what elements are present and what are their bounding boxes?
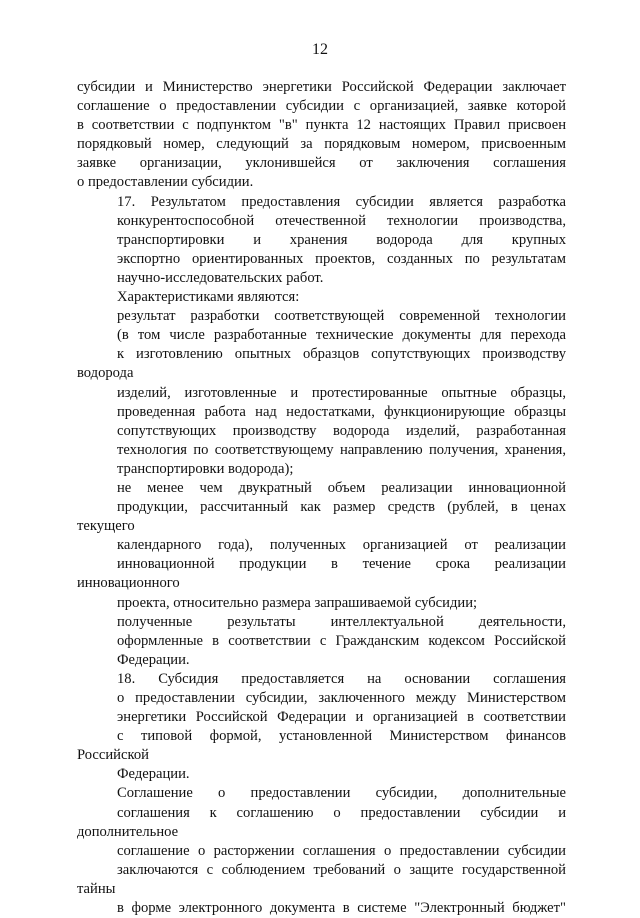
text-line: продукции, рассчитанный как размер средств (рублей, в ценах текущего xyxy=(77,499,566,535)
text-line: к изготовлению опытных образцов сопутствующих производству водорода xyxy=(77,346,566,382)
text-line: Характеристиками являются: xyxy=(117,289,300,306)
text-line: транспортировки и хранения водорода для крупных xyxy=(117,231,566,248)
text-line: о предоставлении субсидии, заключенного между Министерством xyxy=(117,690,566,706)
text-line: (в том числе разработанные технические документы для перехода xyxy=(117,327,566,344)
text-line: проведенная работа над недостатками, функционирующие образцы xyxy=(117,403,566,420)
paragraph xyxy=(77,288,566,307)
text-line: полученные результаты интеллектуальной деятельности, xyxy=(117,613,566,630)
text-line: заключаются с соблюдением требований о защите государственной тайны xyxy=(77,861,566,897)
text-line: инновационной продукции в течение срока реализации инновационного xyxy=(77,556,566,592)
paragraph xyxy=(77,784,566,918)
text-line: с типовой формой, установленной Министерством финансов Российской xyxy=(77,728,566,764)
text-line: технология по соответствующему направлению получения, хранения, xyxy=(117,441,566,458)
text-line: результат разработки соответствующей современной технологии xyxy=(117,308,566,325)
text-line: Федерации. xyxy=(117,651,190,668)
text-line: не менее чем двукратный объем реализации инновационной xyxy=(117,479,566,496)
document-body xyxy=(77,78,566,918)
text-line: 17. Результатом предоставления субсидии является разработка xyxy=(117,193,566,210)
text-line: календарного года), полученных организацией от реализации xyxy=(117,537,566,554)
text-line: научно-исследовательских работ. xyxy=(117,269,324,286)
paragraph xyxy=(77,78,566,193)
text-line: соглашение о предоставлении субсидии с организацией, заявке которой xyxy=(77,98,566,115)
paragraph xyxy=(77,613,566,670)
text-line: сопутствующих производству водорода изделий, разработанная xyxy=(117,422,566,439)
paragraph xyxy=(77,193,566,288)
text-line: заявке организации, уклонившейся от заключения соглашения xyxy=(77,155,566,172)
text-line: о предоставлении субсидии. xyxy=(77,174,254,191)
text-line: оформленные в соответствии с Гражданским кодексом Российской xyxy=(117,632,566,649)
paragraph xyxy=(77,670,566,785)
text-line: в соответствии с подпунктом "в" пункта 12 настоящих Правил присвоен xyxy=(77,117,566,134)
page-number: 12 xyxy=(312,41,328,58)
text-line: соглашения к соглашению о предоставлении субсидии и дополнительное xyxy=(77,804,566,840)
paragraph xyxy=(77,307,566,479)
text-line: транспортировки водорода); xyxy=(117,460,294,477)
text-line: Соглашение о предоставлении субсидии, дополнительные xyxy=(117,785,566,802)
text-line: энергетики Российской Федерации и организацией в соответствии xyxy=(117,709,566,726)
text-line: в форме электронного документа в системе "Электронный бюджет" xyxy=(117,900,566,917)
text-line: соглашение о расторжении соглашения о предоставлении субсидии xyxy=(117,842,566,859)
text-line: 18. Субсидия предоставляется на основании соглашения xyxy=(117,670,566,687)
text-line: проекта, относительно размера запрашиваемой субсидии; xyxy=(117,594,478,611)
text-line: Федерации. xyxy=(117,766,190,783)
text-line: конкурентоспособной отечественной технологии производства, xyxy=(117,212,566,229)
paragraph xyxy=(77,479,566,613)
text-line: изделий, изготовленные и протестированные опытные образцы, xyxy=(117,384,566,401)
text-line: экспортно ориентированных проектов, созданных по результатам xyxy=(117,250,566,267)
text-line: порядковый номер, следующий за порядковым номером, присвоенным xyxy=(77,136,566,153)
text-line: субсидии и Министерство энергетики Российской Федерации заключает xyxy=(77,79,566,95)
